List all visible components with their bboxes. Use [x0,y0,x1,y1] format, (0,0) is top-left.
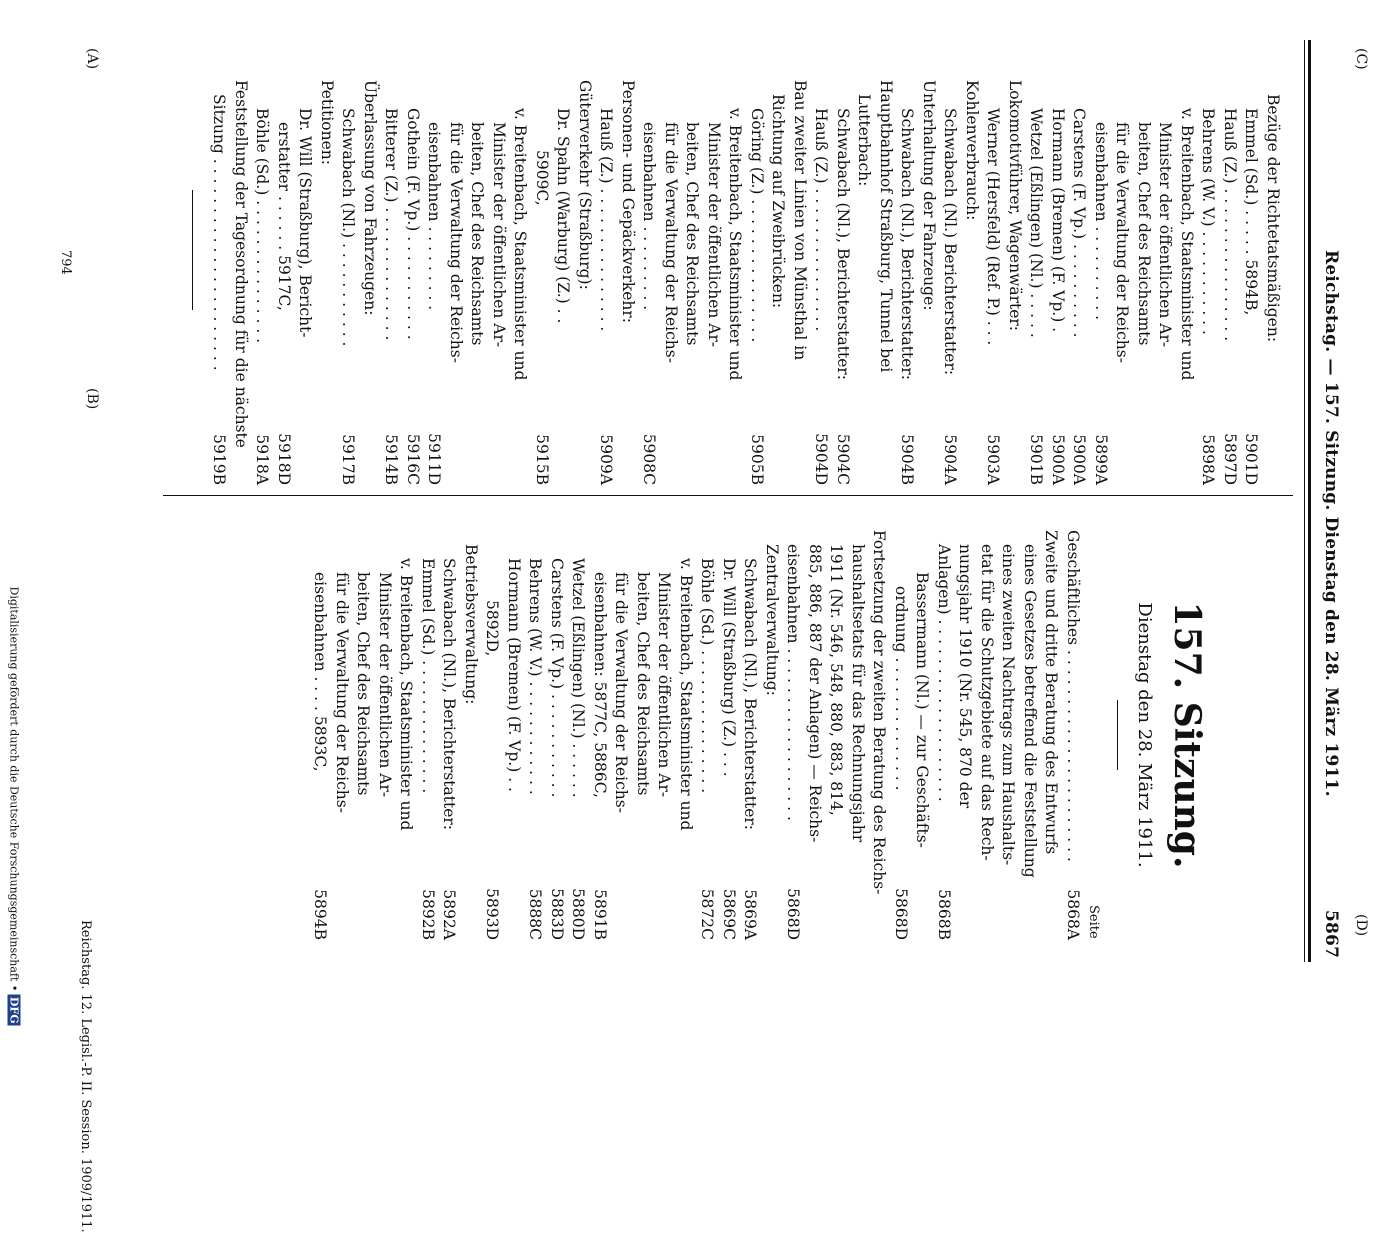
toc-entry [681,80,703,485]
toc-entry [1240,80,1262,485]
toc-entry [417,530,439,940]
toc-entry-text: Dr. Will (Straßburg), Bericht- [296,108,315,338]
toc-entry-text: etat für die Schutzgebiete auf das Rech- [978,544,996,861]
toc-entry-text: Schwabach (Nl.), Berichterstatter: [440,558,459,831]
toc-entry-page: 5868D [784,888,803,940]
toc-entry [509,80,531,485]
toc-entry-text: Zweite und dritte Beratung des Entwurfs [1042,530,1061,855]
toc-entry [982,80,1004,485]
toc-entry [918,80,940,485]
toc-entry-text: Personen- und Gepäckverkehr: [619,80,637,324]
toc-entry [546,530,568,940]
toc-entry-page: 5872C [698,888,717,940]
toc-entry [402,80,424,485]
toc-entry [1047,80,1069,485]
toc-entry [660,80,682,485]
toc-entry-text: Emmel (Sd.) . . . . . . . . . . . . . . [419,558,437,794]
toc-entry-text: Feststellung der Tagesordnung für die nächste [232,80,250,448]
toc-entry [309,530,331,940]
toc-entry [782,530,804,940]
toc-entry [466,80,488,485]
page-number: 5867 [1321,910,1341,959]
toc-entry-text: Petitionen: [318,80,336,165]
toc-entry-page: 5904C [834,433,852,485]
toc-entry-text: Güterverkehr (Straßburg): [576,80,594,290]
toc-entry [1040,530,1062,940]
toc-entry-text: beiten, Chef des Reichsamts [1135,122,1153,346]
toc-entry-page: 5918A [253,434,272,485]
toc-entry [632,530,654,940]
toc-entry [460,530,482,940]
toc-entry [445,80,467,485]
seite-label-left: Seite [1086,905,1101,939]
toc-entry-page: 5916C [404,433,422,485]
toc-entry-page: 5869C [720,888,738,940]
toc-entry-text: beiten, Chef des Reichsamts [468,122,487,346]
running-title: Reichstag. — 157. Sitzung. Dienstag den 28. März 1911. [1321,250,1341,797]
toc-entry [954,530,976,940]
toc-entry [1154,80,1176,485]
toc-entry [374,530,396,940]
toc-entry-text: Dr. Will (Straßburg) (Z.) . . . [720,558,738,777]
toc-entry [595,80,617,485]
toc-entry-text: Minister der öffentlichen Ar- [490,122,508,348]
digitization-text: Digitalisierung gefördert durch die Deutsche Forschungsgemeinschaft • [7,586,21,992]
toc-entry-text: erstatter . . . . . . 5917C, [275,122,293,311]
toc-entry [481,530,503,940]
header-rule [1308,40,1311,962]
toc-entry-text: Zentralverwaltung: [763,544,781,696]
toc-entry-text: beiten, Chef des Reichsamts [354,572,373,796]
toc-entry [574,80,596,485]
title-separator [1117,700,1118,770]
toc-entry [294,80,316,485]
column-divider [163,495,1293,496]
toc-entry [825,530,847,940]
toc-entry [997,530,1019,940]
toc-entry-text: nungsjahr 1910 (Nr. 545, 870 der [956,544,975,809]
toc-entry-text: Bitterer (Z.) . . . . . . . . . . . . . . [382,108,401,341]
toc-entry [1004,80,1026,485]
toc-entry-page: 5883D [548,888,566,940]
dfg-logo: DFG [7,996,21,1024]
toc-entry-page: 5900A [1070,434,1089,485]
toc-entry-text: Hauß (Z.) . . . . . . . . . . . . . . . . [1221,108,1239,342]
toc-entry-text: Emmel (Sd.) . . . . . 5894B, [1242,108,1261,316]
toc-entry-text: eines zweiten Nachtrags zum Haushalts- [999,544,1018,866]
toc-entry-text: Werner (Hersfeld) (Ref. P.) . . . [984,108,1003,346]
toc-entry [1062,530,1084,940]
toc-entry [675,530,697,940]
toc-entry-text: Wetzel (Eßlingen) (Nl.) . . . . . . [569,558,588,798]
toc-entry-text: Behrens (W. V.) . . . . . . . . . . . . [526,558,545,795]
margin-letter-c: (C) [1353,48,1369,70]
toc-entry-text: eisenbahnen: 5877C, 5886C, [591,572,609,798]
toc-entry [589,530,611,940]
toc-entry-page: 5893D [483,888,502,940]
toc-entry-text: v. Breitenbach, Staatsminister und [726,108,745,381]
toc-entry-text: Carstens (F. Vp.) . . . . . . . . . . [1070,108,1089,338]
toc-entry [1219,80,1241,485]
toc-entry-text: Bau zweiter Linien von Münsthal in [791,80,809,361]
toc-entry-page: 5892B [419,889,437,940]
toc-entry-page: 5905B [748,434,766,485]
toc-entry [653,530,675,940]
toc-entry-page: 5901D [1242,433,1261,485]
toc-entry [503,530,525,940]
page-footer: Reichstag. 12. Legisl.-P. II. Session. 1909/1911. [78,920,93,1233]
toc-entry-page: 5901B [1027,434,1046,485]
toc-entry [868,530,890,940]
sitting-date: Dienstag den 28. März 1911. [1134,602,1155,868]
toc-entry [789,80,811,485]
toc-entry [352,530,374,940]
toc-entry [230,80,252,485]
toc-entry-text: eisenbahnen . . . . . . . . . [640,122,659,311]
toc-entry-text: eisenbahnen . . . . . . . . . . [1092,122,1110,321]
toc-entry-page: 5898A [1199,434,1218,485]
toc-entry-page: 5900A [1049,434,1067,485]
toc-entry [853,80,875,485]
toc-entry-text: Schwabach (Nl.), Berichterstatter: [834,108,852,381]
toc-entry [524,530,546,940]
toc-entry-text: für die Verwaltung der Reichs- [447,122,465,363]
toc-entry [933,530,955,940]
toc-entry-text: ordnung . . . . . . . . . . . . . . [892,586,910,791]
toc-entry-text: Carstens (F. Vp.) . . . . . . . . . . . [548,558,566,798]
toc-entry [1197,80,1219,485]
toc-entry [939,80,961,485]
toc-entry-page: 5904A [941,434,960,485]
toc-entry-page: 5911D [425,433,444,485]
toc-entry-text: Anlagen) . . . . . . . . . . . . . . . . . . . [935,544,953,802]
toc-entry-page: 5897D [1221,433,1239,485]
toc-entry [724,80,746,485]
toc-entry [804,530,826,940]
toc-entry [767,80,789,485]
toc-entry [703,80,725,485]
toc-entry-page: 5909A [597,434,616,485]
end-rule [192,190,193,310]
toc-entry-page: 5903A [984,434,1003,485]
toc-entry-text: Hauß (Z.) . . . . . . . . . . . . . . . [597,108,616,332]
toc-entry [331,530,353,940]
toc-entry [896,80,918,485]
toc-entry-text: für die Verwaltung der Reichs- [333,572,351,813]
toc-entry-text: Böhle (Sd.) . . . . . . . . . . . . . . . [253,108,272,344]
toc-entry-text: Dr. Spahn (Warburg) (Z.) . . [554,108,573,324]
toc-entry [337,80,359,485]
toc-entry [746,80,768,485]
toc-entry-page: 5868A [1064,889,1082,940]
toc-entry [552,80,574,485]
toc-entry-text: Unterhaltung der Fahrzeuge: [920,80,938,311]
toc-entry-text: Hauptbahnhof Straßburg, Tunnel bei [877,80,895,373]
toc-entry [395,530,417,940]
toc-entry-page: 5868D [892,888,910,940]
toc-entry-text: Geschäftliches . . . . . . . . . . . . . . . . . . . . . . [1064,530,1082,862]
sitting-title: 157. Sitzung. [1166,601,1208,869]
toc-entry [961,80,983,485]
toc-entry-text: Schwabach (Nl.) Berichterstatter: [941,108,960,376]
toc-entry [1111,80,1133,485]
toc-entry-text: eisenbahnen . . . . 5893C, [311,572,330,772]
toc-entry-text: Minister der öffentlichen Ar- [1156,122,1175,348]
digitization-note [7,586,21,1024]
toc-entry [847,530,869,940]
toc-entry [1176,80,1198,485]
toc-entry-text: Schwabach (Nl.), Berichterstatter: [741,558,760,831]
toc-entry-text: v. Breitenbach, Staatsminister und [677,558,695,831]
toc-entry-page: 5880D [569,888,588,940]
toc-entry-text: v. Breitenbach, Staatsminister und [511,108,530,381]
toc-entry-text: v. Breitenbach, Staatsminister und [1178,108,1196,381]
toc-entry-text: Hormann (Bremen) (F. Vp.) . . [505,558,523,792]
toc-entry [531,80,553,485]
toc-entry-text: für die Verwaltung der Reichs- [1113,122,1132,363]
toc-entry-text: Lokomotivführer, Wagenwärter: [1006,80,1024,332]
toc-entry-page: 5888C [526,888,545,940]
toc-entry-text: Minister der öffentlichen Ar- [376,572,394,798]
toc-entry-text: Wetzel (Eßlingen) (Nl.) . . . . . [1027,108,1046,338]
toc-entry-text: Richtung auf Zweibrücken: [769,94,788,309]
toc-entry [251,80,273,485]
toc-entry [610,530,632,940]
toc-entry-text: beiten, Chef des Reichsamts [683,122,702,346]
toc-entry-text: Gothein (F. Vp.) . . . . . . . . . . . [404,108,422,340]
toc-entry-text: Hauß (Z.) . . . . . . . . . . . . . . . [812,108,831,332]
toc-entry-text: Betriebsverwaltung: [462,544,480,705]
toc-entry [1262,80,1284,485]
toc-entry-page: 5868B [935,889,953,940]
toc-entry [617,80,639,485]
toc-entry [423,80,445,485]
toc-entry-text: 5892D, [483,600,502,657]
toc-entry [273,80,295,485]
toc-entry-text: Überlassung von Fahrzeugen: [361,80,379,316]
toc-entry-text: eines Gesetzes betreffend die Feststellung [1021,544,1039,878]
toc-entry-text: Lutterbach: [855,94,874,187]
toc-entry-page: 5904D [812,433,831,485]
toc-entry-text: Schwabach (Nl.) . . . . . . . . . . . [339,108,358,347]
toc-entry-text: Bassermann (Nl.) — zur Geschäfts- [913,572,932,848]
toc-entry-text: Behrens (W. V.) . . . . . . . . . . . [1199,108,1218,335]
toc-entry-page: 5869A [741,889,760,940]
toc-entry [832,80,854,485]
toc-entry-text: Bezüge der Richtetatsmäßigen: [1264,94,1282,343]
toc-entry-text: für die Verwaltung der Reichs- [612,572,631,813]
toc-entry-text: Minister der öffentlichen Ar- [705,122,723,348]
toc-entry [1090,80,1112,485]
toc-entry-text: Göring (Z.) . . . . . . . . . . . . . . . [748,108,766,343]
toc-entry-text: Minister der öffentlichen Ar- [655,572,674,798]
toc-entry [208,80,230,485]
toc-entry [976,530,998,940]
toc-entry [1025,80,1047,485]
toc-entry [567,530,589,940]
margin-letter-d: (D) [1353,914,1369,937]
toc-entry-page: 5917B [339,434,358,485]
toc-entry-page: 5899A [1092,434,1110,485]
toc-entry-page: 5914B [382,434,401,485]
margin-letter-b: (B) [84,388,100,410]
footnote-mark: 794 [58,250,73,275]
toc-entry-text: eisenbahnen . . . . . . . . . . . . . . . . . . [784,544,803,821]
margin-letter-a: (A) [84,48,100,70]
toc-entry-page: 5918D [275,433,293,485]
toc-entry-text: eisenbahnen . . . . . . . . . [425,122,444,311]
toc-entry-text: Sitzung . . . . . . . . . . . . . . . . . . . . . . [210,94,229,371]
toc-entry [1133,80,1155,485]
toc-entry [638,80,660,485]
toc-entry [488,80,510,485]
toc-entry-text: 1911 (Nr. 546, 548, 880, 883, 814, [827,544,846,816]
toc-entry-text: v. Breitenbach, Staatsminister und [397,558,416,831]
toc-entry [875,80,897,485]
toc-entry-text: Fortsetzung der zweiten Beratung des Reichs- [870,530,889,895]
toc-entry [890,530,912,940]
toc-entry [380,80,402,485]
toc-entry-page: 5894B [311,889,330,940]
toc-entry-text: 5909C, [533,150,551,206]
toc-entry-page: 5891B [591,889,609,940]
toc-entry [316,80,338,485]
toc-entry-page: 5915B [533,434,551,485]
header-rule-thin [1304,40,1305,962]
toc-entry-text: beiten, Chef des Reichsamts [634,572,652,796]
toc-entry [359,80,381,485]
toc-entry [739,530,761,940]
toc-entry-text: haushaltsetats für das Rechnungsjahr [849,544,867,843]
toc-entry [1068,80,1090,485]
toc-entry [718,530,740,940]
toc-entry-text: Schwabach (Nl.), Berichterstatter: [898,108,917,381]
toc-entry [810,80,832,485]
toc-entry [911,530,933,940]
toc-entry-text: für die Verwaltung der Reichs- [662,122,680,363]
toc-entry-page: 5904B [898,434,917,485]
toc-entry [696,530,718,940]
toc-entry-text: Hormann (Bremen) (F. Vp.) . [1049,108,1067,333]
toc-entry-page: 5892A [440,889,459,940]
toc-entry-page: 5919B [210,434,229,485]
toc-entry-text: Kohlenverbrauch: [963,80,981,221]
toc-entry-text: Böhle (Sd.) . . . . . . . . . . . . . . . [698,558,717,794]
toc-entry-page: 5908C [640,433,659,485]
toc-entry [761,530,783,940]
toc-entry [438,530,460,940]
toc-entry [1019,530,1041,940]
toc-entry-text: 885, 886, 887 der Anlagen) — Reichs- [806,544,824,843]
